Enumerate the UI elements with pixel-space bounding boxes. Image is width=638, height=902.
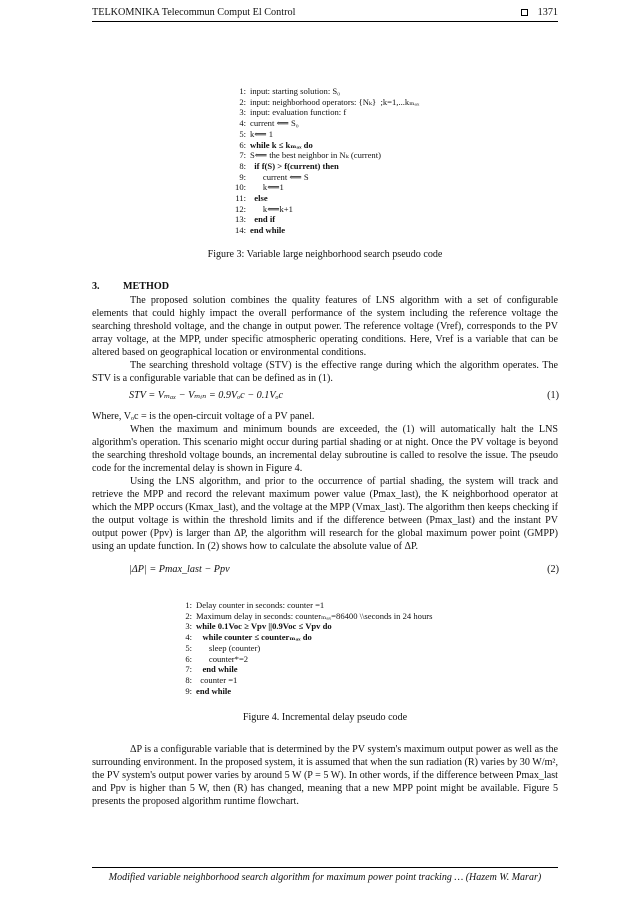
body-block-3 [92,743,558,808]
code-line: 8: counter =1 [185,674,238,685]
figure3-caption: Figure 3: Variable large neighborhood search pseudo code [207,249,443,260]
code-line: 10: k⟸1 [235,182,284,193]
equation-1-number: (1) [547,390,559,401]
paragraph: ΔP is a configurable variable that is determined by the PV system's maximum output power as well as the surrounding environment. In the proposed system, it is assumed that when the sun radiation (R) varies by 30 W/m², the PV system's output power varies by around 5 W (P = 5 W). In other words, if the difference between Pmax_last and Ppv is higher than 5 W, then (R) has changed, meaning that a new MPP point might be available. Figure 5 presents the proposed algorithm runtime flowchart. [92,744,558,807]
code-line: 8: if f(S) > f(current) then [239,160,339,171]
code-line: 12: k⟸k+1 [235,203,293,214]
paragraph: Where, Vₒc = is the open-circuit voltage of a PV panel. [92,411,315,422]
footer-rule [92,867,558,868]
code-line: 4: while counter ≤ counterₘₐₓ do [185,632,312,643]
header-rule [92,21,558,22]
footer-text: Modified variable neighborhood search algorithm for maximum power point tracking … (Hazem W. Marar) [108,872,542,883]
figure3-pseudocode [222,86,419,236]
code-line: 3: input: evaluation function: f [239,107,347,118]
equation-1 [129,389,559,403]
journal-title: TELKOMNIKA Telecommun Comput El Control [92,7,296,18]
figure4-pseudocode [174,600,432,696]
code-line: 13: end if [235,214,276,225]
code-line: 2: input: neighborhood operators: {Nₖ} ;k=1,...kₘₐₓ [239,96,420,107]
page-number: 1371 [537,7,558,18]
code-line: 9: end while [185,685,232,696]
equation-2 [129,563,559,577]
body-block-1 [92,294,558,385]
section-heading [92,281,169,292]
page-header [92,6,558,19]
code-line: 3: while 0.1Voc ≥ Vpv ||0.9Voc ≤ Vpv do [185,621,332,632]
equation-2-body: |ΔP| = Pmax_last − Ppv [129,564,230,575]
code-line: 11: else [235,193,268,204]
code-line: 7: S⟸ the best neighbor in Nₖ (current) [239,150,381,161]
code-line: 5: sleep (counter) [185,642,261,653]
body-block-2 [92,410,558,553]
equation-2-number: (2) [547,564,559,575]
paragraph: When the maximum and minimum bounds are exceeded, the (1) will automatically halt the LNS algorithm's operation. This scenario might occur during partial shading or at night. Once the PV voltage is beyond the searching threshold voltage bounds, an incremental delay subroutine is called to resolve the issue. The pseudo code for the incremental delay is shown in Figure 4. [92,424,558,474]
code-line: 5: k⟸ 1 [239,128,274,139]
section-number: 3. [92,281,100,292]
paragraph: Using the LNS algorithm, and prior to the occurrence of partial shading, the system will track and retrieve the MPP and record the relevant maximum power value (Pmax_last), the K neighborhood operator at which the MPP occurs (Kmax_last), and the voltage at the MPP (Vmax_last). The algorithm then keeps checking if the output voltage is within the threshold limits and if the difference between (Pmax_last) and the instant PV output power (Ppv) is larger than ΔP, the algorithm will research for the global maximum power point (GMPP) using an update function. In (2) shows how to calculate the absolute value of ΔP. [92,476,558,552]
paragraph: The searching threshold voltage (STV) is the effective range during which the algorithm operates. The STV is a configurable variable that can be defined as in (1). [92,360,558,384]
code-line: 7: end while [185,664,238,675]
page-footer [92,871,558,884]
code-line: 6: counter*=2 [185,653,249,664]
code-line: 4: current ⟸ S₀ [239,118,299,129]
page-number-group [521,6,558,19]
section-title: METHOD [123,281,169,292]
paragraph: The proposed solution combines the quality features of LNS algorithm with a set of configurable elements that could highly impact the overall performance of the system including the reference voltage the searching threshold voltage, and the change in output power. The reference voltage (Vref), corresponds to the PV array voltage, at the MPP, under specific atmospheric operating conditions. Here, Vref is a variable that can be altered based on geographical location or environmental conditions. [92,295,558,358]
code-line: 6: while k ≤ kₘₐₓ do [239,139,313,150]
equation-1-body: STV = Vₘₐₓ − Vₘᵢₙ = 0.9Vₒc − 0.1Vₒc [129,390,284,401]
code-line: 9: current ⟸ S [239,171,309,182]
code-line: 2: Maximum delay in seconds: counterₘₐₓ=86400 \\seconds in 24 hours [185,610,433,621]
code-line: 1: input: starting solution: S₀ [239,86,341,96]
code-line: 1: Delay counter in seconds: counter =1 [185,600,325,610]
checkbox-square-icon [521,9,528,16]
code-line: 14: end while [235,225,286,236]
figure4-caption: Figure 4. Incremental delay pseudo code [242,712,408,723]
